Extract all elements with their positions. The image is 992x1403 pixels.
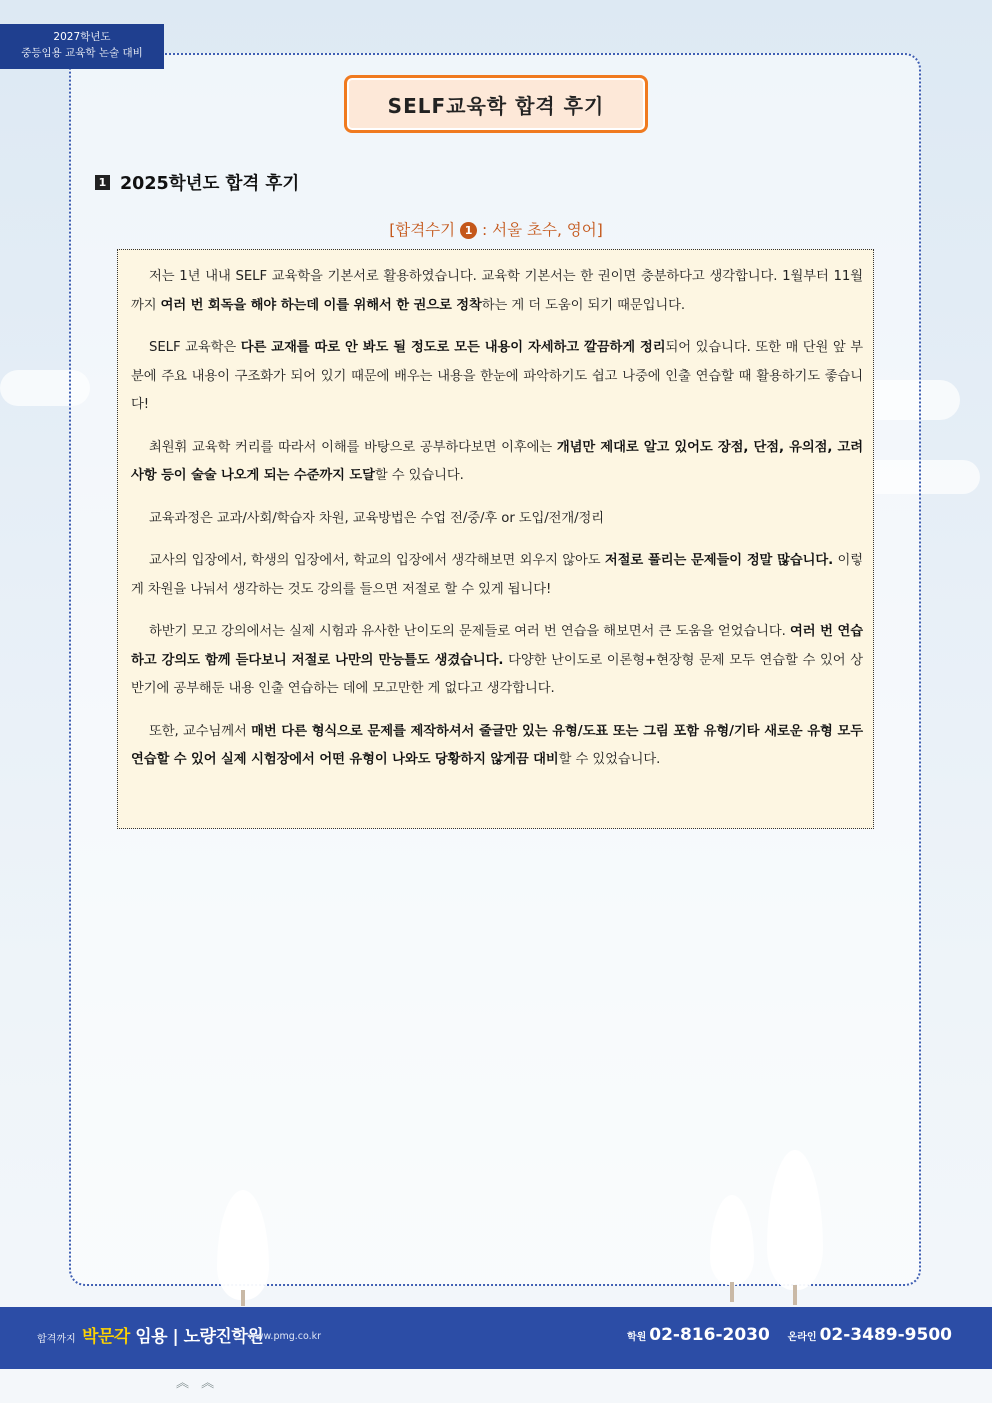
footer-logo-brand: 박문각 (82, 1327, 130, 1347)
review-paragraph (131, 434, 863, 491)
emphasized-text: 여러 번 회독을 해야 하는데 이를 위해서 한 권으로 정착 (160, 297, 482, 313)
footer-logo[interactable] (82, 1322, 263, 1347)
footer-logo-text: 임용 | 노량진학원 (129, 1327, 264, 1347)
paragraph-text: 교사의 입장에서, 학생의 입장에서, 학교의 입장에서 생각해보면 외우지 않아도 (149, 553, 605, 568)
paragraph-text: 할 수 있습니다. (374, 468, 464, 483)
tree-trunk (793, 1285, 797, 1305)
paragraph-text: 최원휘 교육학 커리를 따라서 이해를 바탕으로 공부하다보면 이후에는 (149, 439, 557, 455)
emphasized-text: 개념만 제대로 알고 있어도 장점, 단점, 유의점, 고려사항 등이 술술 나오게 되는 수준까지 도달 (131, 439, 863, 483)
exam-year: 2027학년도 (53, 31, 111, 43)
emphasized-text: 저절로 풀리는 문제들이 정말 많습니다. (604, 553, 834, 568)
paragraph-text: 하반기 모고 강의에서는 실제 시험과 유사한 난이도의 문제들로 여러 번 연습을 해보면서 큰 도움을 얻었습니다. (149, 624, 791, 639)
exam-year-tab (0, 24, 164, 69)
paragraph-text: SELF 교육학은 (149, 340, 241, 355)
paragraph-text: 하는 게 더 도움이 되기 때문입니다. (481, 297, 685, 313)
footer-url[interactable]: www.pmg.co.kr (248, 1331, 322, 1342)
tree-trunk (241, 1290, 245, 1306)
paragraph-text: 되어 있습니다. 또한 매 단원 앞 부분에 주요 내용이 구조화가 되어 있기 때문에 배우는 내용을 한눈에 파악하기도 쉽고 나중에 인출 연습할 때 활용하기도 좋습니다! (131, 340, 864, 412)
emphasized-text: 매번 다른 형식으로 문제를 제작하셔서 줄글만 있는 유형/도표 또는 그림 포함 유형/기타 새로운 유형 모두 연습할 수 있어 실제 시험장에서 어떤 유형이 나와도 당황하지 않게끔 대비 (131, 723, 864, 767)
review-paragraph (131, 618, 863, 704)
paragraph-text: 교육과정은 교과/사회/학습자 차원, 교육방법은 수업 전/중/후 or 도입/전개/정리 (149, 510, 605, 526)
review-paragraph (131, 505, 863, 534)
review-text-box (117, 249, 874, 829)
review-paragraph (131, 263, 863, 320)
paragraph-text: 다양한 난이도로 이론형+현장형 문제 모두 연습할 수 있어 상반기에 공부해둔 내용 인출 연습하는 데에 모고만한 게 없다고 생각합니다. (131, 652, 863, 696)
paragraph-text: 또한, 교수님께서 (149, 723, 252, 739)
academy-label: 학원 (626, 1332, 647, 1343)
online-phone[interactable]: 02-3489-9500 (819, 1325, 952, 1345)
tree-trunk (730, 1282, 734, 1302)
paragraph-text: 이렇게 차원을 나눠서 생각하는 것도 강의를 들으면 저절로 할 수 있게 됩니다! (131, 553, 863, 597)
academy-phone[interactable]: 02-816-2030 (649, 1325, 770, 1345)
page-title: SELF교육학 합격 후기 (387, 93, 605, 118)
review-paragraph (131, 718, 863, 775)
section-heading (95, 170, 299, 195)
emphasized-text: 다른 교재를 따로 안 봐도 될 정도로 모든 내용이 자세하고 깔끔하게 정리 (240, 340, 666, 355)
emphasized-text: 여러 번 연습하고 강의도 함께 듣다보니 저절로 나만의 만능틀도 생겼습니다. (131, 624, 863, 668)
section-number-badge: 1 (95, 175, 110, 190)
footer-contact (627, 1325, 952, 1345)
review-paragraph (131, 547, 863, 604)
exam-subject: 중등임용 교육학 논술 대비 (21, 47, 143, 59)
review-paragraph (131, 334, 863, 420)
subheading-suffix: : 서울 초수, 영어] (477, 221, 603, 239)
review-subheading (0, 218, 992, 240)
subheading-prefix: [합격수기 (389, 221, 461, 239)
online-label: 온라인 (787, 1332, 817, 1343)
paragraph-text: 저는 1년 내내 SELF 교육학을 기본서로 활용하였습니다. 교육학 기본서는 한 권이면 충분하다고 생각합니다. 1월부터 11월까지 (131, 269, 863, 313)
birds-decoration: ︽ ︽ (176, 1376, 219, 1391)
subheading-number-circle: 1 (460, 222, 477, 239)
paragraph-text: 할 수 있었습니다. (558, 752, 661, 767)
footer-bar (0, 1307, 992, 1369)
footer-tagline: 합격까지 (37, 1334, 76, 1345)
page-title-box (344, 75, 648, 133)
section-title: 2025학년도 합격 후기 (120, 174, 300, 194)
